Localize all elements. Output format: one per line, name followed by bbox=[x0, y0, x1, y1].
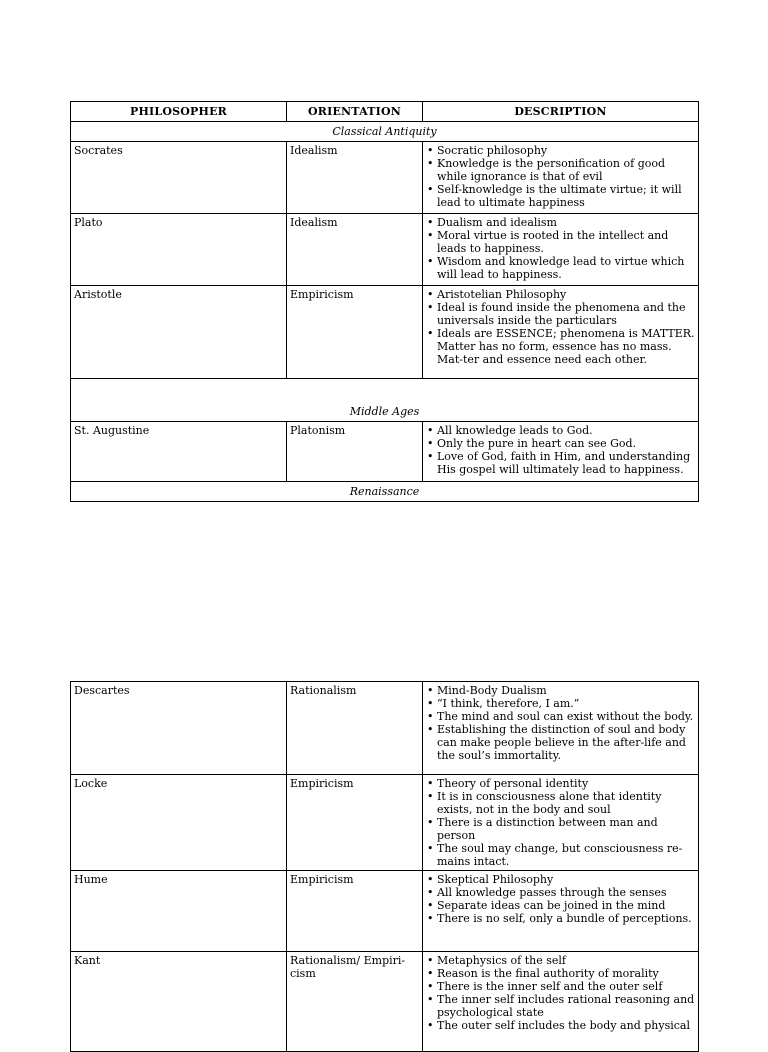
table-row bbox=[71, 871, 699, 952]
description-list bbox=[426, 424, 695, 476]
description-list bbox=[426, 684, 695, 762]
description-list bbox=[426, 954, 695, 1032]
era-classical-antiquity: Classical Antiquity bbox=[71, 122, 699, 142]
description-list bbox=[426, 144, 695, 209]
era-row bbox=[71, 122, 699, 142]
header-row bbox=[71, 102, 699, 122]
description-item: • The mind and soul can exist without the body. bbox=[426, 710, 695, 723]
description-item: • Ideal is found inside the phenomena and the universals inside the particulars bbox=[426, 301, 695, 327]
description-cell bbox=[423, 682, 699, 775]
philosopher-cell: Kant bbox=[71, 952, 287, 1052]
description-item: • There is no self, only a bundle of perceptions. bbox=[426, 912, 695, 925]
description-item: • The outer self includes the body and physical bbox=[426, 1019, 695, 1032]
description-item: • The soul may change, but consciousness re-mains intact. bbox=[426, 842, 695, 868]
description-item: • It is in consciousness alone that identity exists, not in the body and soul bbox=[426, 790, 695, 816]
description-item: • Wisdom and knowledge lead to virtue which will lead to happiness. bbox=[426, 255, 695, 281]
philosopher-cell: Aristotle bbox=[71, 286, 287, 379]
description-item: • Ideals are ESSENCE; phenomena is MATTER. Matter has no form, essence has no mass. Mat-ter and essence need each other. bbox=[426, 327, 695, 366]
description-cell bbox=[423, 952, 699, 1052]
description-item: • Socratic philosophy bbox=[426, 144, 695, 157]
description-cell bbox=[423, 422, 699, 482]
description-item: • Mind-Body Dualism bbox=[426, 684, 695, 697]
description-item: • The inner self includes rational reasoning and psychological state bbox=[426, 993, 695, 1019]
description-item: • Love of God, faith in Him, and understanding His gospel will ultimately lead to happiness. bbox=[426, 450, 695, 476]
era-middle-ages: Middle Ages bbox=[71, 379, 699, 422]
philosopher-cell: Locke bbox=[71, 775, 287, 871]
description-item: • There is the inner self and the outer self bbox=[426, 980, 695, 993]
orientation-cell: Platonism bbox=[287, 422, 423, 482]
philosophers-table-page-1 bbox=[70, 101, 699, 502]
table-row bbox=[71, 952, 699, 1052]
orientation-cell: Empiricism bbox=[287, 286, 423, 379]
description-item: • “I think, therefore, I am.” bbox=[426, 697, 695, 710]
orientation-cell: Empiricism bbox=[287, 871, 423, 952]
table-row bbox=[71, 142, 699, 214]
header-philosopher: PHILOSOPHER bbox=[71, 102, 287, 122]
description-cell bbox=[423, 775, 699, 871]
table-row bbox=[71, 682, 699, 775]
orientation-cell: Rationalism bbox=[287, 682, 423, 775]
description-list bbox=[426, 777, 695, 868]
description-item: • Only the pure in heart can see God. bbox=[426, 437, 695, 450]
orientation-cell: Idealism bbox=[287, 142, 423, 214]
philosopher-cell: Descartes bbox=[71, 682, 287, 775]
description-item: • Dualism and idealism bbox=[426, 216, 695, 229]
description-list bbox=[426, 288, 695, 366]
philosopher-cell: Plato bbox=[71, 214, 287, 286]
header-orientation: ORIENTATION bbox=[287, 102, 423, 122]
description-item: • Theory of personal identity bbox=[426, 777, 695, 790]
description-item: • All knowledge leads to God. bbox=[426, 424, 695, 437]
philosopher-cell: Hume bbox=[71, 871, 287, 952]
description-item: • Reason is the final authority of morality bbox=[426, 967, 695, 980]
era-row bbox=[71, 379, 699, 422]
description-item: • All knowledge passes through the senses bbox=[426, 886, 695, 899]
table-row bbox=[71, 286, 699, 379]
description-cell bbox=[423, 214, 699, 286]
description-list bbox=[426, 216, 695, 281]
description-item: • Establishing the distinction of soul and body can make people believe in the after-life and the soul’s immortality. bbox=[426, 723, 695, 762]
description-cell bbox=[423, 871, 699, 952]
header-description: DESCRIPTION bbox=[423, 102, 699, 122]
description-item: • Aristotelian Philosophy bbox=[426, 288, 695, 301]
orientation-cell: Rationalism/ Empiri-cism bbox=[287, 952, 423, 1052]
philosopher-cell: Socrates bbox=[71, 142, 287, 214]
description-cell bbox=[423, 142, 699, 214]
orientation-cell: Empiricism bbox=[287, 775, 423, 871]
description-item: • Knowledge is the personification of good while ignorance is that of evil bbox=[426, 157, 695, 183]
description-item: • Skeptical Philosophy bbox=[426, 873, 695, 886]
table-row bbox=[71, 775, 699, 871]
description-item: • Moral virtue is rooted in the intellect and leads to happiness. bbox=[426, 229, 695, 255]
description-item: • There is a distinction between man and person bbox=[426, 816, 695, 842]
philosopher-cell: St. Augustine bbox=[71, 422, 287, 482]
orientation-cell: Idealism bbox=[287, 214, 423, 286]
philosophers-table-page-2 bbox=[70, 681, 699, 1052]
description-item: • Metaphysics of the self bbox=[426, 954, 695, 967]
description-item: • Separate ideas can be joined in the mind bbox=[426, 899, 695, 912]
description-cell bbox=[423, 286, 699, 379]
era-row bbox=[71, 482, 699, 502]
table-row bbox=[71, 214, 699, 286]
description-item: • Self-knowledge is the ultimate virtue; it will lead to ultimate happiness bbox=[426, 183, 695, 209]
era-renaissance: Renaissance bbox=[71, 482, 699, 502]
description-list bbox=[426, 873, 695, 925]
table-row bbox=[71, 422, 699, 482]
